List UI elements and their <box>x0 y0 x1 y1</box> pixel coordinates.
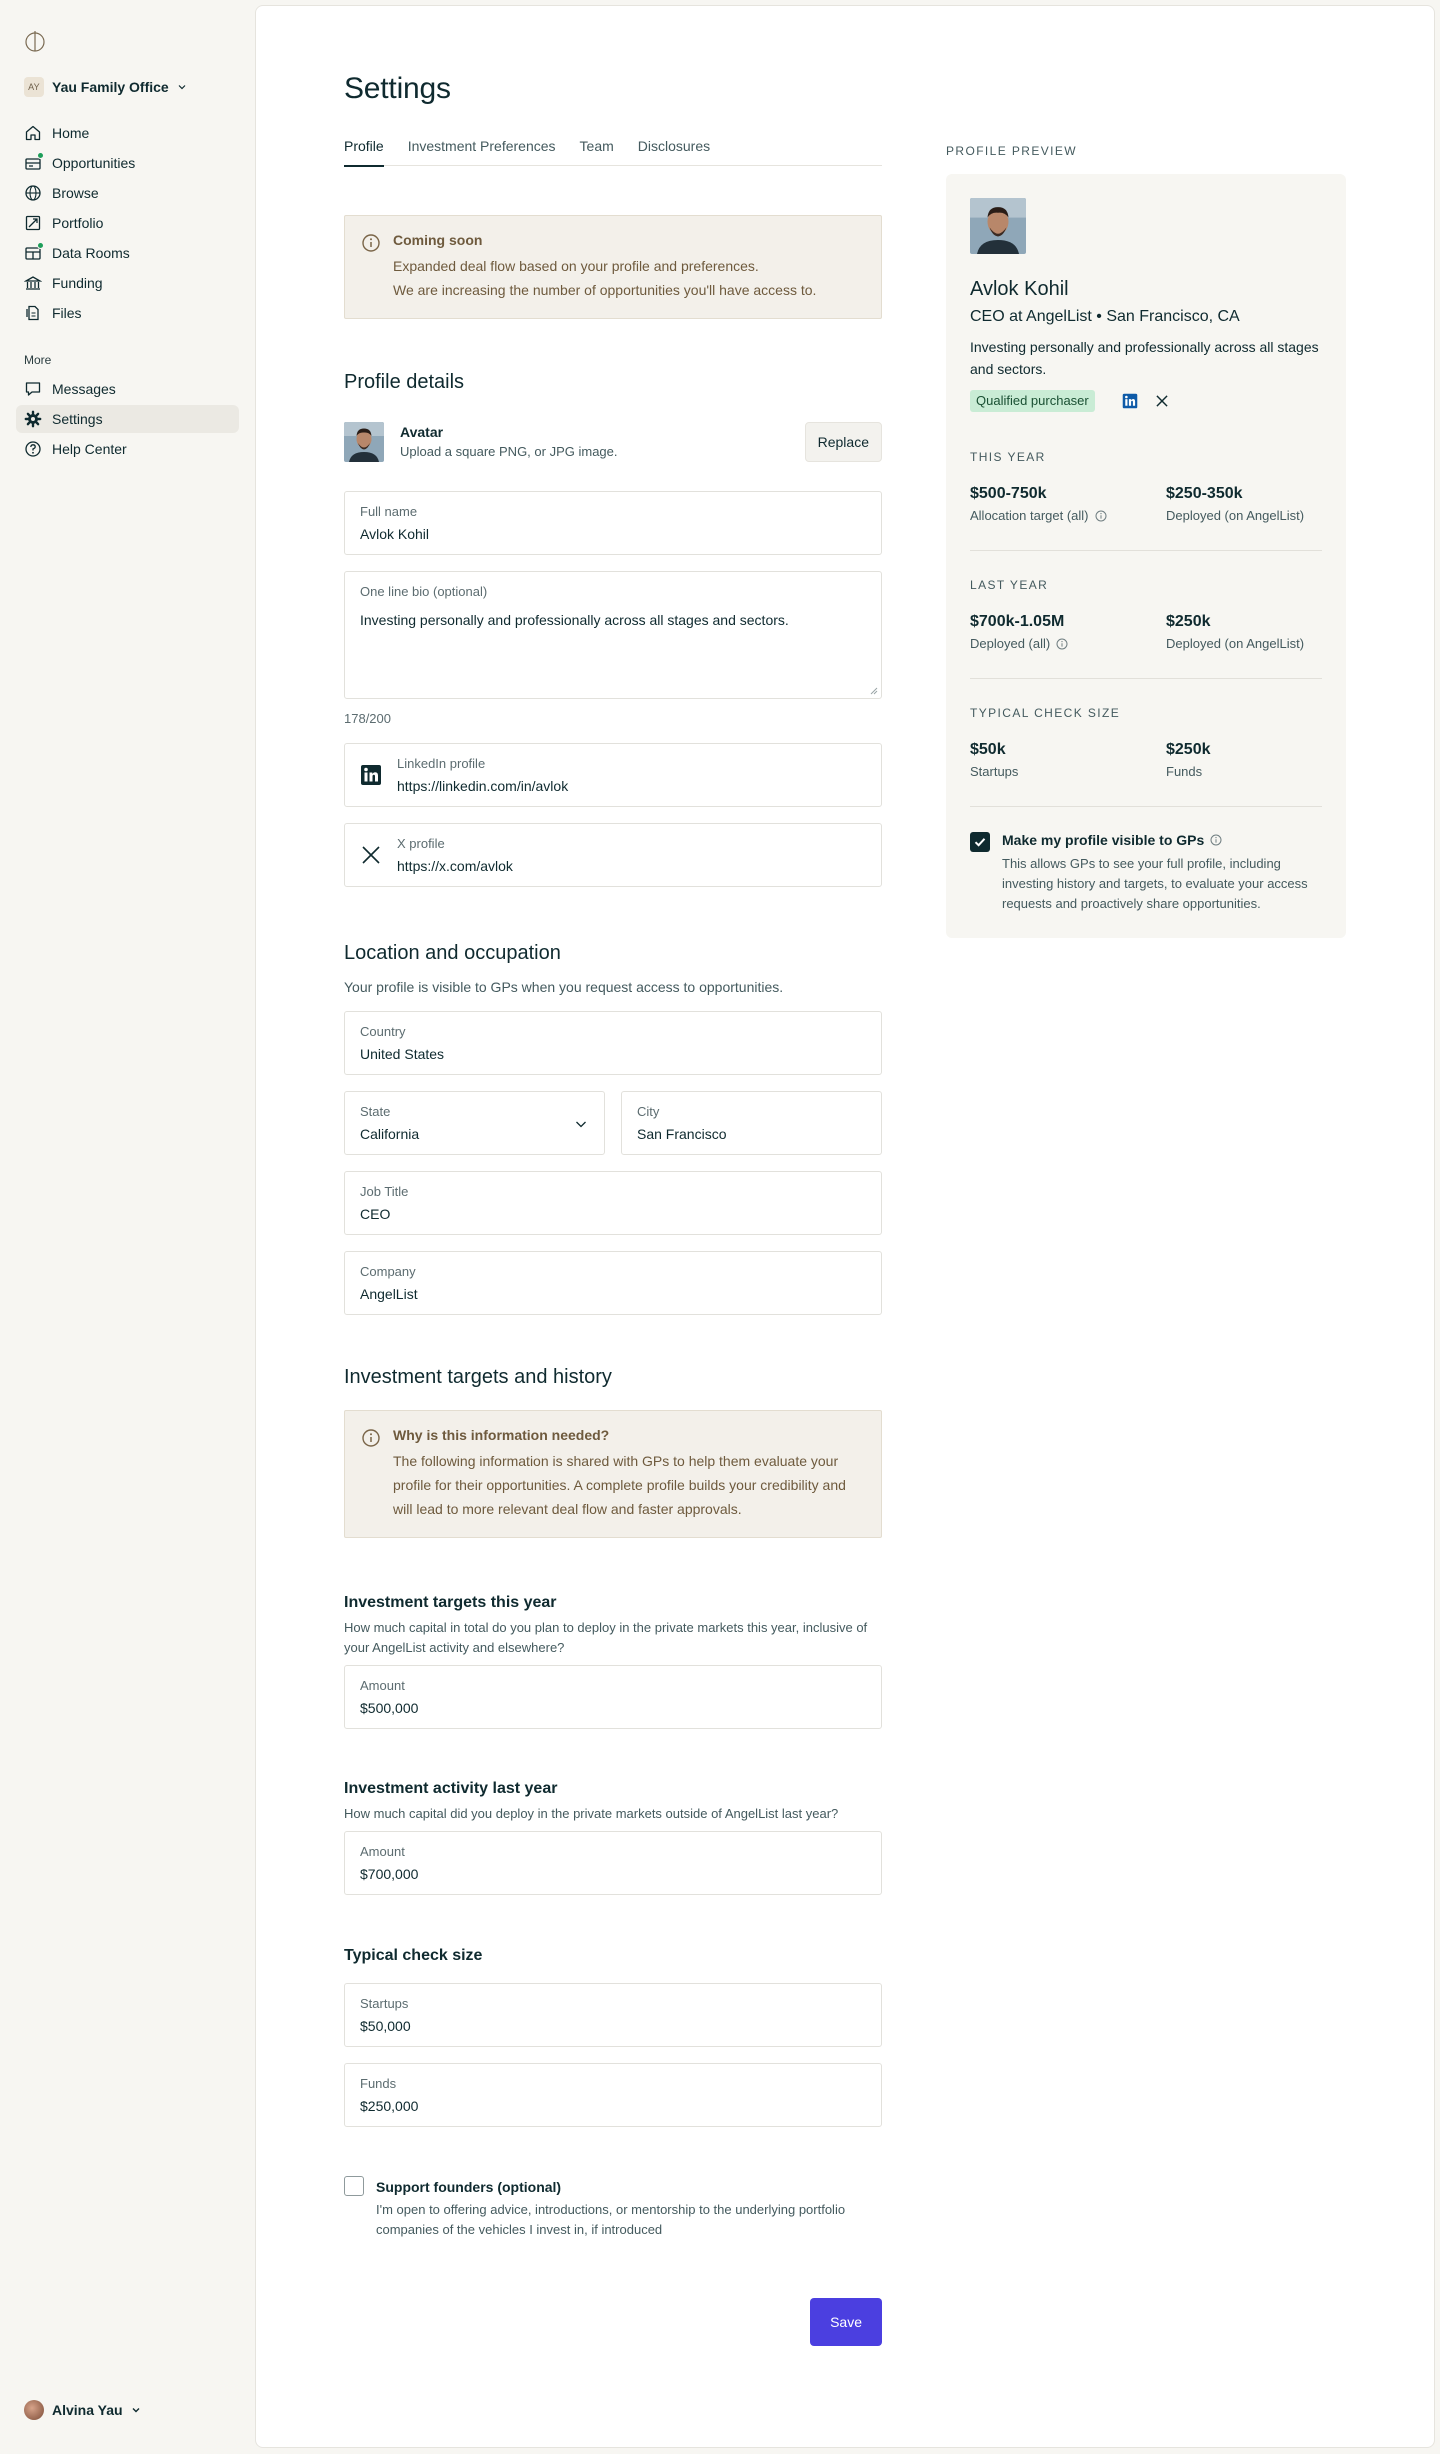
preview-label: PROFILE PREVIEW <box>946 144 1078 158</box>
sidebar-item-label: Settings <box>52 411 103 427</box>
messages-icon <box>24 380 42 398</box>
profile-visible-label-text: Make my profile visible to GPs <box>1002 832 1205 848</box>
field-label: LinkedIn profile <box>397 756 486 771</box>
startups-check-field[interactable] <box>344 1983 882 2047</box>
field-value: Investing personally and professionally across all stages and sectors. <box>360 612 789 628</box>
x-logo-icon <box>360 844 382 866</box>
state-select[interactable] <box>344 1091 605 1155</box>
location-heading: Location and occupation <box>344 942 561 964</box>
check-icon <box>973 835 987 849</box>
field-label: Company <box>360 1264 416 1279</box>
stat-value: $50k <box>970 741 1006 758</box>
tab-profile[interactable]: Profile <box>344 136 384 166</box>
globe-icon <box>24 184 42 202</box>
notice-title: Why is this information needed? <box>393 1427 610 1443</box>
stat-caption: Deployed (on AngelList) <box>1166 508 1305 523</box>
stat-caption: Funds <box>1166 764 1203 779</box>
sidebar-item-data-rooms[interactable] <box>16 239 239 267</box>
field-value: Avlok Kohil <box>360 526 430 542</box>
why-info-notice <box>344 1410 882 1538</box>
sidebar-item-label: Browse <box>52 185 99 201</box>
bank-icon <box>24 274 42 292</box>
sidebar-item-messages[interactable] <box>16 375 239 403</box>
field-label: Startups <box>360 1996 409 2011</box>
opportunities-icon <box>24 154 42 172</box>
info-icon <box>361 233 381 253</box>
notification-dot <box>37 242 44 249</box>
this-year-label: THIS YEAR <box>970 450 1046 464</box>
sidebar <box>0 0 255 2454</box>
activity-amount-field[interactable] <box>344 1831 882 1895</box>
linkedin-icon[interactable] <box>1122 393 1138 409</box>
bio-char-counter: 178/200 <box>344 711 391 726</box>
divider <box>970 806 1322 807</box>
portfolio-icon <box>24 214 42 232</box>
main-panel <box>255 5 1435 2448</box>
profile-preview-card <box>946 174 1346 938</box>
save-button[interactable]: Save <box>810 2298 882 2346</box>
field-value: CEO <box>360 1206 391 1222</box>
field-value: San Francisco <box>637 1126 727 1142</box>
primary-nav <box>16 119 239 327</box>
field-label: Amount <box>360 1678 405 1693</box>
notice-title: Coming soon <box>393 232 483 248</box>
x-logo-icon[interactable] <box>1154 393 1170 409</box>
org-switcher[interactable] <box>24 77 239 97</box>
x-profile-field[interactable] <box>344 823 882 887</box>
preview-bio: Investing personally and professionally across all stages and sectors. <box>970 339 1319 377</box>
field-label: Country <box>360 1024 406 1039</box>
user-name: Alvina Yau <box>52 2402 123 2418</box>
sidebar-item-help-center[interactable] <box>16 435 239 463</box>
profile-visible-help: This allows GPs to see your full profile, including investing history and targets, to evaluate your access requests and proactively share opportunities. <box>1002 856 1308 911</box>
sidebar-item-home[interactable] <box>16 119 239 147</box>
profile-details-heading: Profile details <box>344 371 465 393</box>
logo-icon[interactable] <box>24 30 46 52</box>
targets-title: Investment targets this year <box>344 1594 557 1611</box>
tab-team[interactable]: Team <box>579 138 614 154</box>
city-field[interactable] <box>621 1091 882 1155</box>
avatar-label: Avatar <box>400 424 444 440</box>
tab-disclosures[interactable]: Disclosures <box>637 138 711 154</box>
stat-caption-text: Allocation target (all) <box>970 508 1089 523</box>
check-size-label: TYPICAL CHECK SIZE <box>970 706 1121 720</box>
sidebar-item-label: Messages <box>52 381 116 397</box>
field-label: State <box>360 1104 391 1119</box>
secondary-nav <box>16 375 239 463</box>
field-value: California <box>360 1126 420 1142</box>
status-badge: Qualified purchaser <box>970 390 1095 412</box>
info-icon[interactable] <box>1095 510 1107 522</box>
org-badge: AY <box>24 77 44 97</box>
home-icon <box>24 124 42 142</box>
org-name: Yau Family Office <box>52 79 169 95</box>
help-icon <box>24 440 42 458</box>
stat-caption <box>970 508 1107 523</box>
company-field[interactable] <box>344 1251 882 1315</box>
field-value: https://linkedin.com/in/avlok <box>397 778 569 794</box>
field-value: https://x.com/avlok <box>397 858 513 874</box>
field-label: Funds <box>360 2076 397 2091</box>
sidebar-item-label: Portfolio <box>52 215 104 231</box>
tab-investment-preferences[interactable]: Investment Preferences <box>407 138 556 154</box>
field-value: $500,000 <box>360 1700 419 1716</box>
avatar <box>344 422 384 462</box>
sidebar-item-portfolio[interactable] <box>16 209 239 237</box>
sidebar-item-settings[interactable] <box>16 405 239 433</box>
stat-caption-text: Deployed (all) <box>970 636 1051 651</box>
field-value: AngelList <box>360 1286 418 1302</box>
targets-amount-field[interactable] <box>344 1665 882 1729</box>
more-section-label: More <box>24 353 52 367</box>
field-label: Amount <box>360 1844 405 1859</box>
field-label: City <box>637 1104 660 1119</box>
targets-help: How much capital in total do you plan to deploy in the private markets this year, inclusive of your AngelList activity and elsewhere? <box>344 1620 868 1655</box>
stat-caption: Startups <box>970 764 1019 779</box>
avatar <box>970 198 1026 254</box>
chevron-down-icon <box>574 1117 588 1131</box>
preview-role: CEO at AngelList • San Francisco, CA <box>970 308 1240 325</box>
support-founders-checkbox[interactable] <box>344 2176 364 2196</box>
field-label: Job Title <box>360 1184 409 1199</box>
country-field[interactable] <box>344 1011 882 1075</box>
data-rooms-icon <box>24 244 42 262</box>
profile-visible-label <box>1002 832 1222 848</box>
check-size-title: Typical check size <box>344 1947 483 1964</box>
replace-avatar-button[interactable]: Replace <box>805 422 882 462</box>
page-title: Settings <box>344 72 451 105</box>
activity-help: How much capital did you deploy in the private markets outside of AngelList last year? <box>344 1806 839 1821</box>
support-founders-help: I'm open to offering advice, introductions, or mentorship to the underlying portfolio companies of the vehicles I invest in, if introduced <box>376 2202 846 2237</box>
chevron-down-icon <box>131 2405 141 2415</box>
last-year-label: LAST YEAR <box>970 578 1049 592</box>
info-icon[interactable] <box>1056 638 1068 650</box>
gear-icon <box>24 410 42 428</box>
avatar <box>24 2400 44 2420</box>
linkedin-icon <box>360 764 382 786</box>
field-label: X profile <box>397 836 445 851</box>
divider <box>970 550 1322 551</box>
field-value: $50,000 <box>360 2018 411 2034</box>
avatar-row <box>344 422 882 466</box>
field-value: United States <box>360 1046 445 1062</box>
info-icon <box>361 1428 381 1448</box>
resize-handle-icon[interactable] <box>868 685 878 695</box>
notification-dot <box>37 152 44 159</box>
stat-caption <box>970 636 1068 651</box>
avatar-help: Upload a square PNG, or JPG image. <box>400 444 618 459</box>
sidebar-item-browse[interactable] <box>16 179 239 207</box>
field-value: $250,000 <box>360 2098 419 2114</box>
sidebar-item-label: Help Center <box>52 441 127 457</box>
stat-value: $250-350k <box>1166 485 1243 502</box>
coming-soon-notice <box>344 215 882 319</box>
full-name-field[interactable] <box>344 491 882 555</box>
stat-caption: Deployed (on AngelList) <box>1166 636 1305 651</box>
sidebar-item-funding[interactable] <box>16 269 239 297</box>
info-icon[interactable] <box>1210 834 1222 846</box>
linkedin-field[interactable] <box>344 743 882 807</box>
sidebar-item-label: Files <box>52 305 82 321</box>
job-title-field[interactable] <box>344 1171 882 1235</box>
notice-line: We are increasing the number of opportunities you'll have access to. <box>393 282 817 298</box>
profile-visible-checkbox[interactable] <box>970 832 990 852</box>
notice-body: The following information is shared with GPs to help them evaluate your profile for their opportunities. A complete profile builds your credibility and will lead to more relevant deal flow and faster approvals. <box>393 1453 846 1517</box>
sidebar-item-label: Funding <box>52 275 103 291</box>
user-menu[interactable] <box>24 2400 141 2420</box>
bio-textarea[interactable] <box>344 571 882 699</box>
funds-check-field[interactable] <box>344 2063 882 2127</box>
stat-value: $250k <box>1166 613 1211 630</box>
divider <box>970 678 1322 679</box>
support-founders-label: Support founders (optional) <box>376 2179 562 2195</box>
field-label: Full name <box>360 504 418 519</box>
preview-name: Avlok Kohil <box>970 278 1069 300</box>
stat-value: $500-750k <box>970 485 1047 502</box>
notice-line: Expanded deal flow based on your profile and preferences. <box>393 258 759 274</box>
sidebar-item-label: Opportunities <box>52 155 136 171</box>
activity-title: Investment activity last year <box>344 1780 558 1797</box>
field-label: One line bio (optional) <box>360 584 488 599</box>
sidebar-item-label: Home <box>52 125 90 141</box>
chevron-down-icon <box>177 82 187 92</box>
files-icon <box>24 304 42 322</box>
stat-value: $700k-1.05M <box>970 613 1065 630</box>
sidebar-item-opportunities[interactable] <box>16 149 239 177</box>
stat-value: $250k <box>1166 741 1211 758</box>
investment-heading: Investment targets and history <box>344 1366 612 1388</box>
field-value: $700,000 <box>360 1866 419 1882</box>
sidebar-item-files[interactable] <box>16 299 239 327</box>
sidebar-item-label: Data Rooms <box>52 245 130 261</box>
location-subtext: Your profile is visible to GPs when you request access to opportunities. <box>344 979 784 995</box>
settings-tabs <box>344 136 882 166</box>
